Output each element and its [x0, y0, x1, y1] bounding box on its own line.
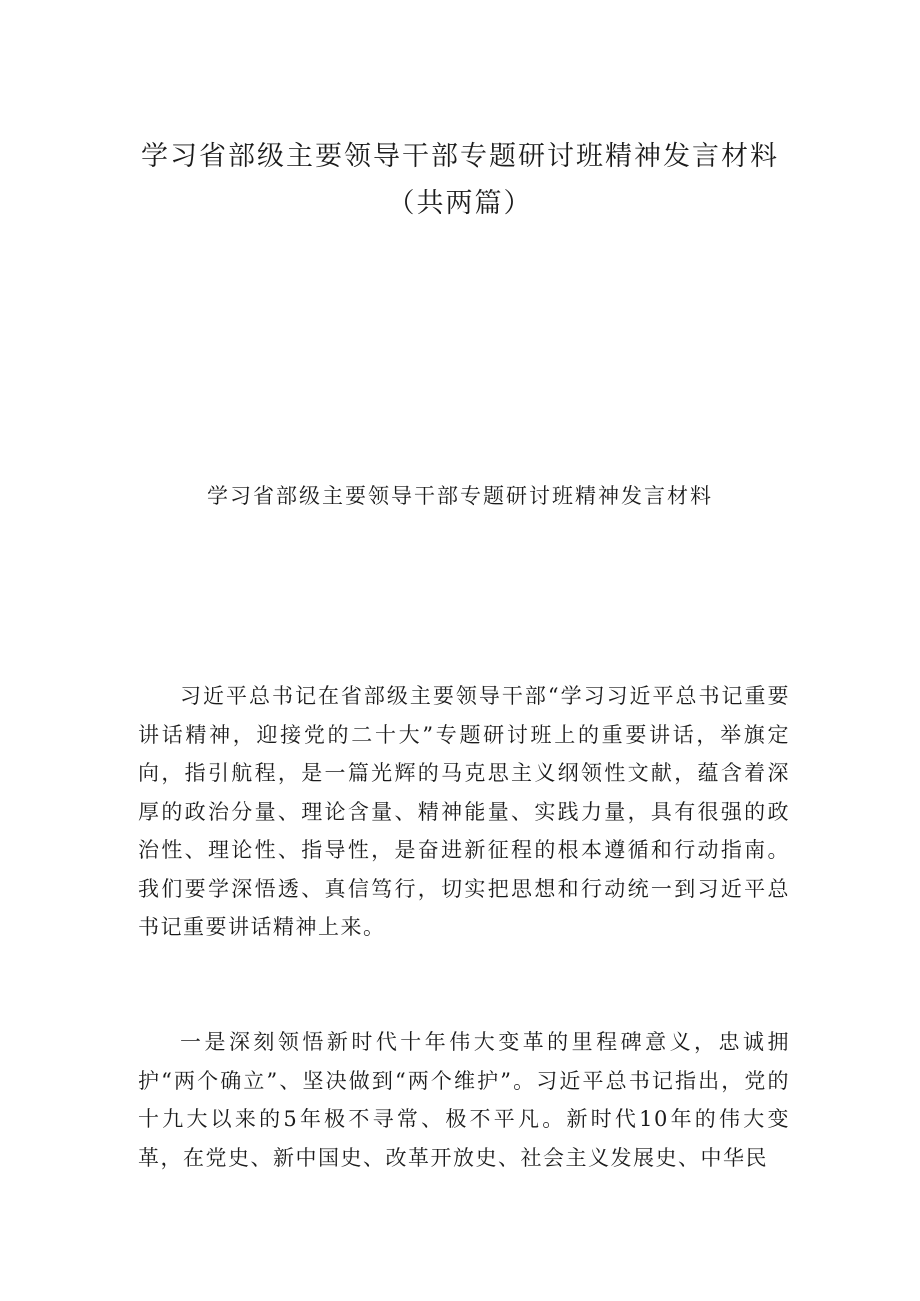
body-paragraph-1: 习近平总书记在省部级主要领导干部“学习习近平总书记重要讲话精神，迎接党的二十大”专题研讨班上的重要讲话，举旗定向，指引航程，是一篇光辉的马克思主义纲领性文献，蕴含着深厚的政治分量、理论含量、精神能量、实践力量，具有很强的政治性、理论性、指导性，是奋进新征程的根本遵循和行动指南。我们要学深悟透、真信笃行，切实把思想和行动统一到习近平总书记重要讲话精神上来。 [138, 684, 790, 939]
document-subtitle: （共两篇） [387, 188, 533, 219]
document-title: 学习省部级主要领导干部专题研讨班精神发言材料 [141, 141, 779, 172]
body-paragraph-2: 一是深刻领悟新时代十年伟大变革的里程碑意义，忠诚拥护“两个确立”、坚决做到“两个维护”。习近平总书记指出，党的十九大以来的5年极不寻常、极不平凡。新时代10年的伟大变革，在党史、新中国史、改革开放史、社会主义发展史、中华民 [138, 1030, 790, 1170]
section-title: 学习省部级主要领导干部专题研讨班精神发言材料 [207, 484, 713, 508]
